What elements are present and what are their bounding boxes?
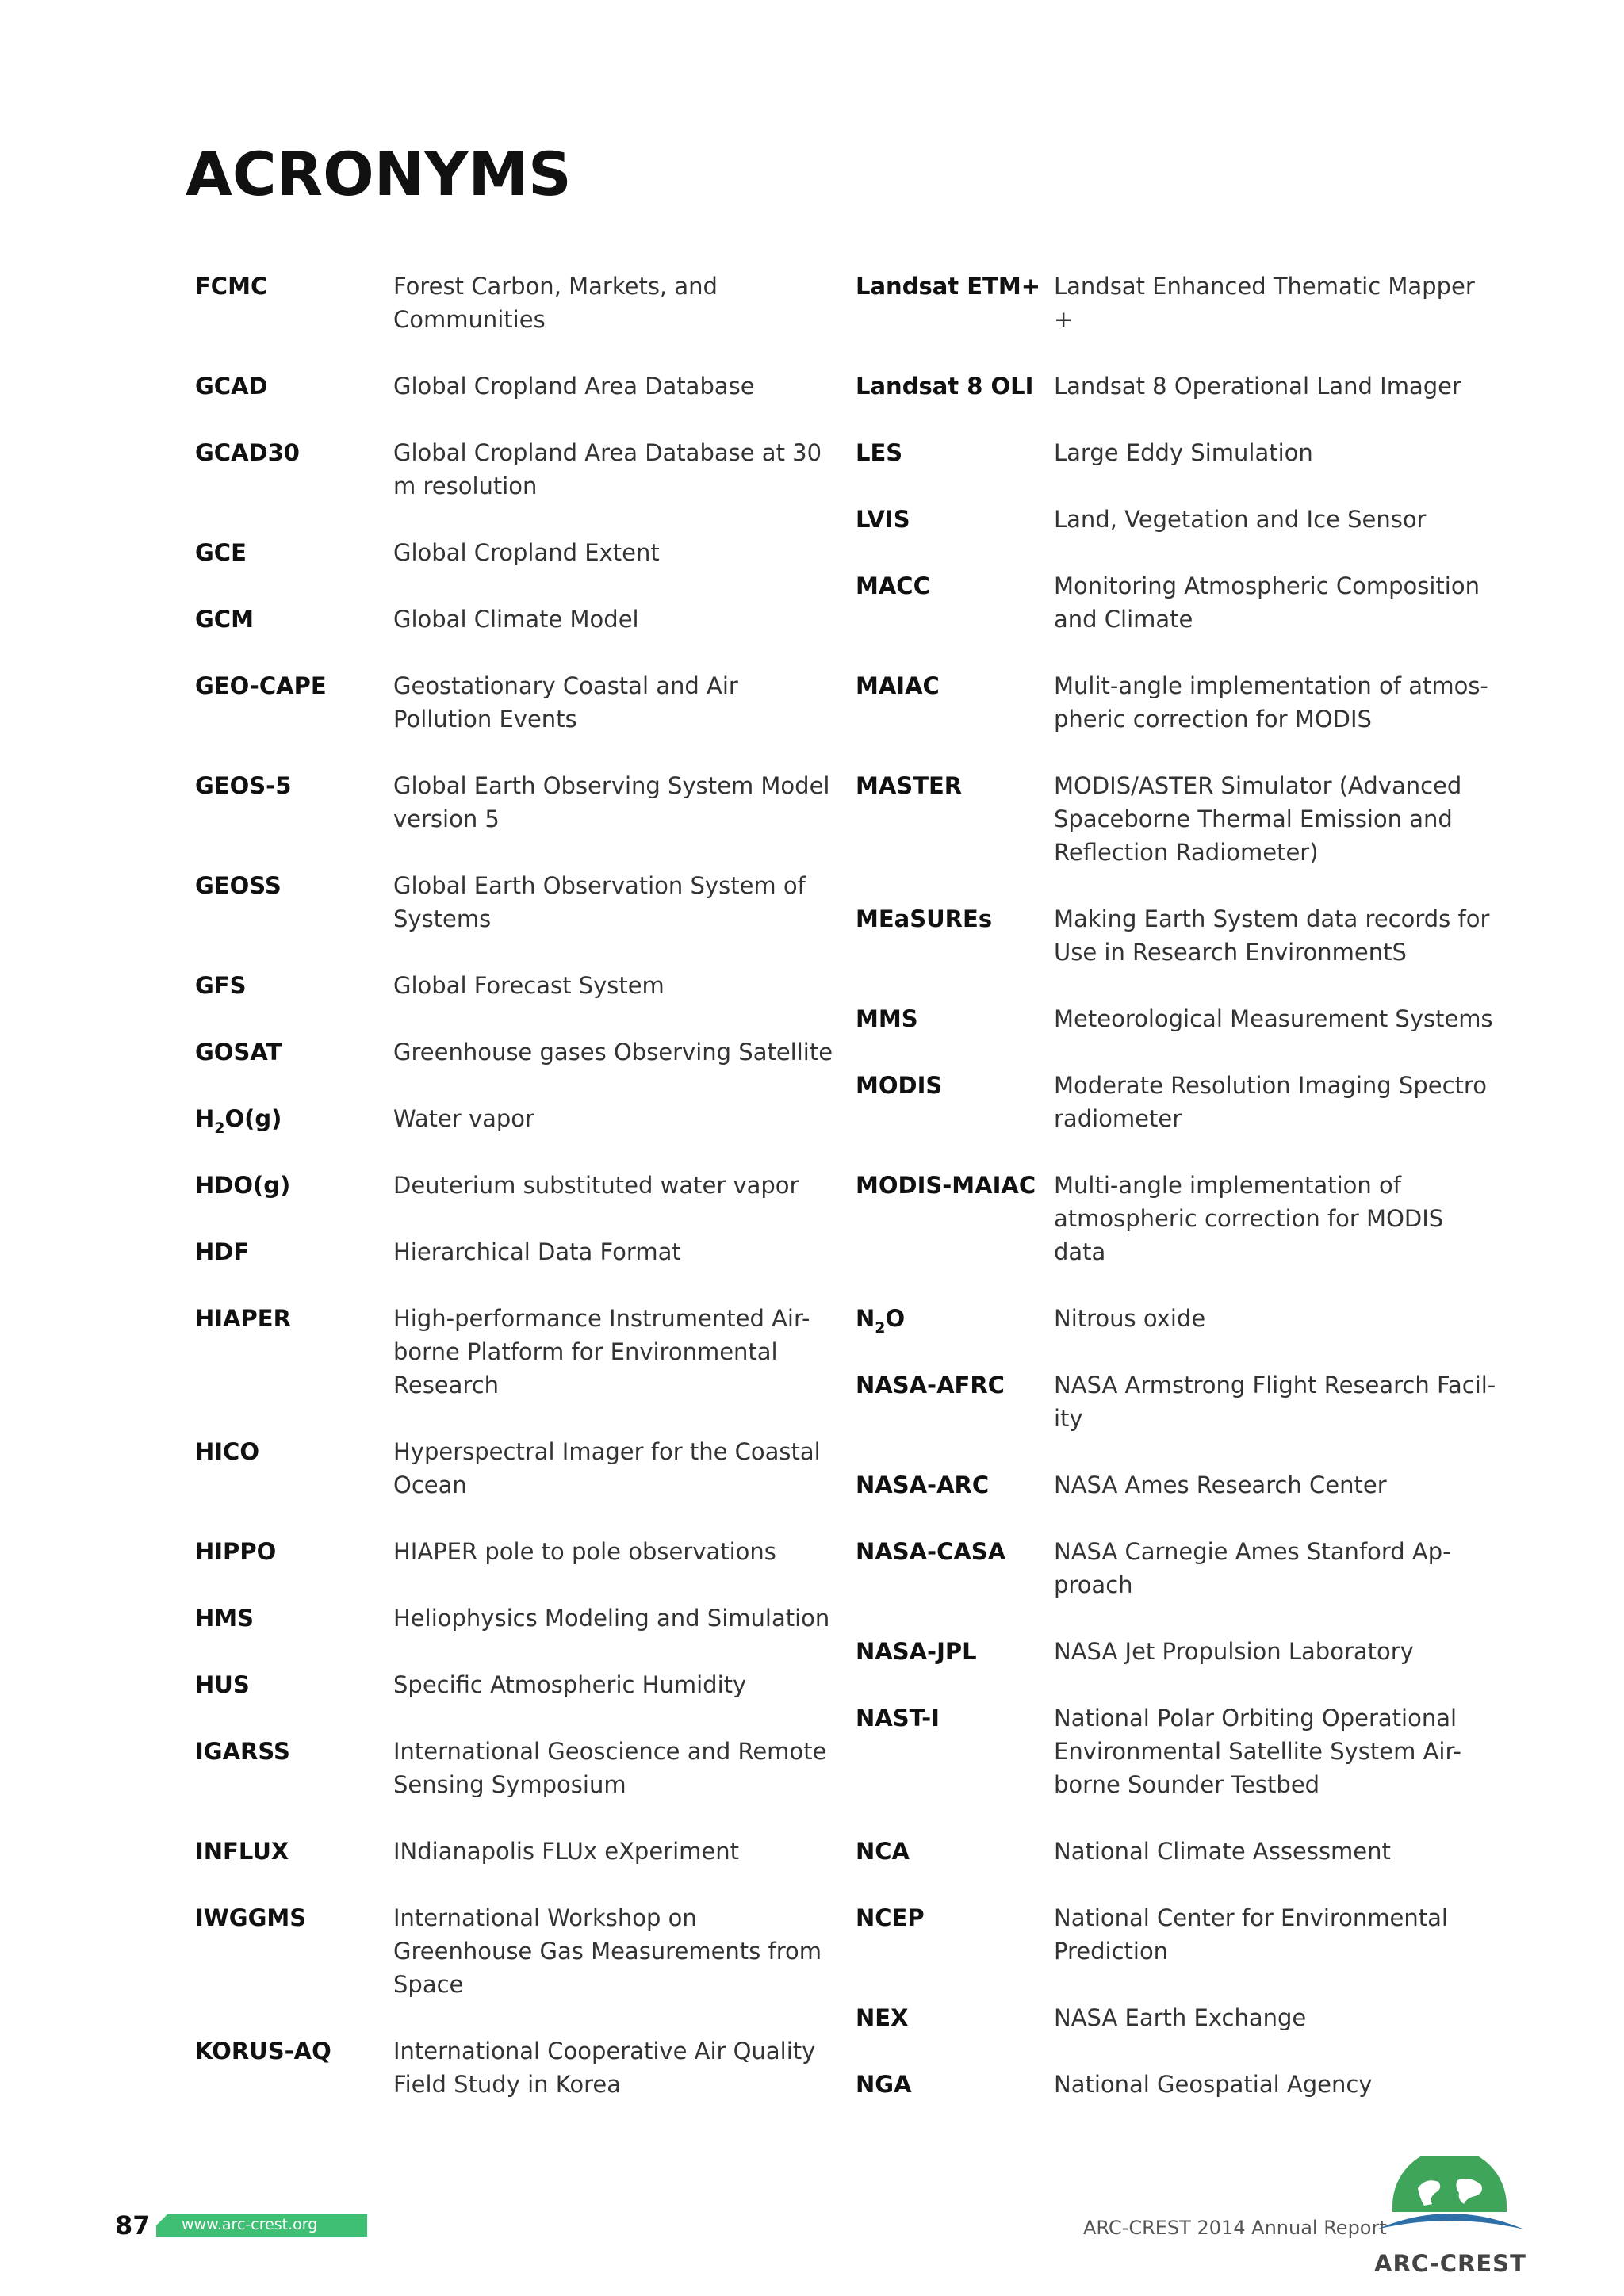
acronym-entry (195, 1735, 845, 1801)
acronym-term: GOSAT (195, 1039, 282, 1066)
acronym-definition: NASA Earth Exchange (1054, 2004, 1307, 2031)
acronym-term: IGARSS (195, 1738, 290, 1765)
report-title: ARC-CREST 2014 Annual Report (1083, 2217, 1387, 2239)
acronym-entry (195, 1302, 845, 1402)
acronym-term: Landsat ETM+ (856, 273, 1040, 300)
acronym-term: INFLUX (195, 1838, 289, 1865)
acronym-entry (856, 1368, 1506, 1435)
acronym-entry (856, 1835, 1506, 1868)
acronym-term: GCE (195, 539, 247, 566)
acronym-definition: Global Forecast System (393, 972, 665, 999)
acronym-term: NCA (856, 1838, 910, 1865)
acronym-entry (195, 769, 845, 836)
acronym-term: NEX (856, 2004, 909, 2031)
acronym-definition: Global Earth Observation System of Systems (393, 872, 806, 932)
acronym-term-part: O(g) (224, 1105, 282, 1132)
acronym-definition: International Geoscience and Remote Sensing Symposium (393, 1738, 827, 1798)
acronym-entry (195, 1668, 845, 1701)
acronym-entry (856, 902, 1506, 969)
acronym-term: HDF (195, 1238, 250, 1265)
acronym-definition: Geostationary Coastal and Air Pollution Events (393, 672, 738, 733)
acronym-term: NGA (856, 2071, 912, 2098)
acronym-entry (856, 1901, 1506, 1968)
acronym-definition: National Climate Assessment (1054, 1838, 1391, 1865)
acronym-entry (856, 436, 1506, 469)
acronym-term: HIPPO (195, 1538, 277, 1565)
acronym-term: GEO-CAPE (195, 672, 327, 699)
acronym-definition: Mulit-angle implementation of atmos-pheric correction for MODIS (1054, 672, 1488, 733)
acronym-entry (195, 1535, 845, 1568)
acronym-term: MACC (856, 572, 930, 599)
acronym-term: NASA-CASA (856, 1538, 1006, 1565)
acronym-definition: Global Climate Model (393, 606, 639, 633)
acronym-entry (195, 1901, 845, 2001)
acronym-entry (195, 969, 845, 1002)
acronym-term: GFS (195, 972, 247, 999)
acronym-term: LES (856, 439, 903, 466)
acronym-definition: Landsat Enhanced Thematic Mapper + (1054, 273, 1475, 333)
acronym-term: NASA-ARC (856, 1471, 990, 1498)
acronym-entry (195, 1435, 845, 1502)
acronym-term: HMS (195, 1605, 255, 1632)
acronym-definition: MODIS/ASTER Simulator (Advanced Spaceborne Thermal Emission and Reflection Radiometer) (1054, 772, 1462, 866)
acronym-term: NASA-JPL (856, 1638, 977, 1665)
acronym-entry (856, 569, 1506, 636)
acronym-definition: Water vapor (393, 1105, 534, 1132)
acronym-definition: Moderate Resolution Imaging Spectro radiometer (1054, 1072, 1487, 1132)
acronym-definition: Large Eddy Simulation (1054, 439, 1313, 466)
acronym-term: GCM (195, 606, 254, 633)
acronym-definition: Nitrous oxide (1054, 1305, 1206, 1332)
acronym-term: GCAD (195, 373, 268, 400)
acronym-term-subscript: 2 (875, 1319, 886, 1337)
acronym-definition: Heliophysics Modeling and Simulation (393, 1605, 830, 1632)
acronym-entry (195, 669, 845, 736)
acronym-definition: Global Earth Observing System Model version 5 (393, 772, 830, 832)
url-bar-notch (156, 2214, 167, 2225)
acronym-entry (195, 2034, 845, 2101)
acronym-term: FCMC (195, 273, 268, 300)
acronym-term-part: H (195, 1105, 215, 1132)
acronym-entry (856, 769, 1506, 869)
acronym-entry (195, 603, 845, 636)
acronym-entry (195, 270, 845, 336)
acronym-term (195, 1102, 393, 1135)
acronym-entry (195, 1601, 845, 1635)
acronym-definition: Land, Vegetation and Ice Sensor (1054, 506, 1427, 533)
acronym-term: Landsat 8 OLI (856, 373, 1034, 400)
acronym-definition: Global Cropland Area Database at 30 m resolution (393, 439, 822, 499)
acronym-list-right (856, 270, 1506, 2134)
acronym-entry (195, 536, 845, 569)
acronym-entry (856, 1701, 1506, 1801)
acronym-definition: Monitoring Atmospheric Composition and Climate (1054, 572, 1480, 633)
acronym-definition: Making Earth System data records for Use in Research EnvironmentS (1054, 905, 1490, 966)
acronym-definition: NASA Carnegie Ames Stanford Ap-proach (1054, 1538, 1451, 1598)
acronym-definition: Multi-angle implementation of atmospheric correction for MODIS data (1054, 1172, 1444, 1265)
acronym-term: HIAPER (195, 1305, 291, 1332)
acronym-term-part: N (856, 1305, 875, 1332)
acronym-definition: Forest Carbon, Markets, and Communities (393, 273, 718, 333)
acronym-term (856, 1302, 1054, 1335)
acronym-entry (195, 1102, 845, 1135)
acronym-term: NASA-AFRC (856, 1372, 1005, 1399)
acronym-entry (856, 1169, 1506, 1269)
acronym-entry (195, 436, 845, 503)
acronym-definition: International Workshop on Greenhouse Gas Measurements from Space (393, 1904, 822, 1998)
acronym-term: HUS (195, 1671, 250, 1698)
acronym-entry (856, 669, 1506, 736)
acronym-definition: Meteorological Measurement Systems (1054, 1005, 1493, 1032)
page-title: ACRONYMS (186, 139, 572, 209)
acronym-definition: NASA Armstrong Flight Research Facil-ity (1054, 1372, 1496, 1432)
page-number: 87 (115, 2210, 151, 2241)
acronym-term: HDO(g) (195, 1172, 291, 1199)
logo-text: ARC-CREST (1374, 2250, 1526, 2277)
acronym-entry (856, 270, 1506, 336)
acronym-definition: Landsat 8 Operational Land Imager (1054, 373, 1461, 400)
acronym-term: GCAD30 (195, 439, 300, 466)
acronym-term: MODIS-MAIAC (856, 1172, 1036, 1199)
acronym-term: NAST-I (856, 1705, 940, 1732)
acronym-definition: International Cooperative Air Quality Field Study in Korea (393, 2038, 816, 2098)
acronym-term: MASTER (856, 772, 963, 799)
acronym-definition: National Geospatial Agency (1054, 2071, 1373, 2098)
acronym-term: GEOS-5 (195, 772, 292, 799)
acronym-term: GEOSS (195, 872, 282, 899)
acronym-definition: Global Cropland Extent (393, 539, 660, 566)
acronym-entry (856, 1002, 1506, 1035)
acronym-definition: National Center for Environmental Prediction (1054, 1904, 1448, 1965)
acronym-definition: Greenhouse gases Observing Satellite (393, 1039, 833, 1066)
acronym-definition: NASA Ames Research Center (1054, 1471, 1387, 1498)
acronym-term: MAIAC (856, 672, 940, 699)
acronym-term: NCEP (856, 1904, 925, 1931)
acronym-entry (856, 1069, 1506, 1135)
acronym-term: MMS (856, 1005, 918, 1032)
acronym-term: MODIS (856, 1072, 943, 1099)
acronym-term-subscript: 2 (214, 1119, 225, 1137)
acronym-entry (856, 503, 1506, 536)
acronym-definition: HIAPER pole to pole observations (393, 1538, 776, 1565)
acronym-entry (856, 1635, 1506, 1668)
acronym-entry (195, 1169, 845, 1202)
acronym-definition: Hierarchical Data Format (393, 1238, 681, 1265)
acronym-term: MEaSUREs (856, 905, 993, 932)
footer-url[interactable]: www.arc-crest.org (182, 2216, 318, 2233)
acronym-term: IWGGMS (195, 1904, 307, 1931)
acronym-definition: Specific Atmospheric Humidity (393, 1671, 747, 1698)
acronym-entry (195, 1835, 845, 1868)
acronym-definition: Hyperspectral Imager for the Coastal Ocean (393, 1438, 821, 1498)
acronym-definition: Global Cropland Area Database (393, 373, 755, 400)
acronym-entry (195, 1235, 845, 1269)
acronym-definition: NASA Jet Propulsion Laboratory (1054, 1638, 1414, 1665)
acronym-list-left (195, 270, 845, 2134)
acronym-definition: National Polar Orbiting Operational Environmental Satellite System Air-borne Sounder Testbed (1054, 1705, 1461, 1798)
acronym-entry (856, 1468, 1506, 1502)
acronym-term: HICO (195, 1438, 259, 1465)
acronym-entry (195, 369, 845, 403)
acronym-definition: High-performance Instrumented Air-borne Platform for Environmental Research (393, 1305, 810, 1399)
acronym-entry (856, 2068, 1506, 2101)
acronym-definition: INdianapolis FLUx eXperiment (393, 1838, 740, 1865)
acronym-entry (195, 1035, 845, 1069)
acronym-entry (195, 869, 845, 936)
acronym-entry (856, 369, 1506, 403)
acronym-entry (856, 2001, 1506, 2034)
acronym-entry (856, 1302, 1506, 1335)
acronym-term: LVIS (856, 506, 910, 533)
acronym-term-part: O (885, 1305, 906, 1332)
acronym-term: KORUS-AQ (195, 2038, 331, 2064)
acronym-definition: Deuterium substituted water vapor (393, 1172, 799, 1199)
acronym-entry (856, 1535, 1506, 1601)
